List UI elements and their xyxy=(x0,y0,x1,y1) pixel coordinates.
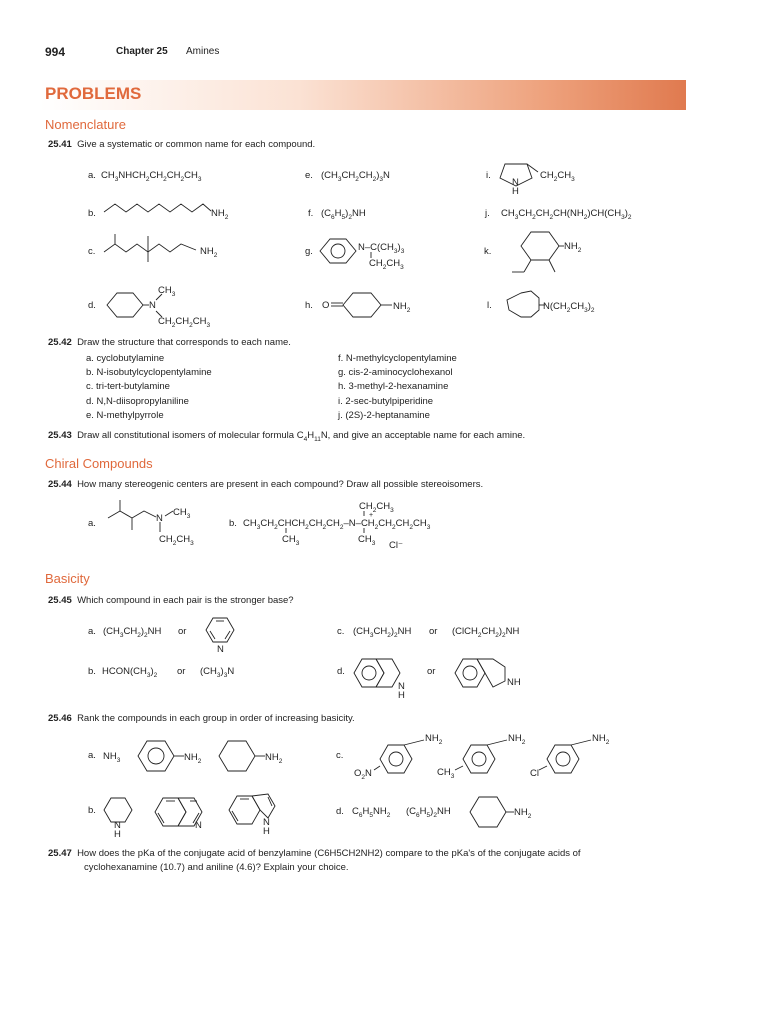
item-label-g: g. xyxy=(305,246,313,257)
list-item: b. N-isobutylcyclopentylamine xyxy=(86,367,212,379)
list-item: a. cyclobutylamine xyxy=(86,353,165,364)
formula-e: $(CH_3CH_2CH_2)_3N$ xyxy=(321,170,390,183)
group-g-n: $N-C(CH_3)_3$ xyxy=(358,242,405,255)
atom-d-n: N xyxy=(149,300,156,311)
problem-text-line1: How does the pKa of the conjugate acid of benzylamine (C6H5CH2NH2) compare to the pKa's of the conjugate acids of xyxy=(77,848,581,859)
charge-plus: + xyxy=(369,512,374,519)
group-o2n: $O_2N$ xyxy=(354,768,372,781)
benzene-d1 xyxy=(354,659,384,687)
atom-piperidine-n: N xyxy=(114,820,121,831)
group-b: $NH_2$ xyxy=(211,208,229,221)
cyclohexane-a xyxy=(219,741,255,771)
group-a-aniline-nh2: $NH_2$ xyxy=(184,752,202,765)
atom-piperidine-h: H xyxy=(114,829,121,840)
atom-h-o: O xyxy=(322,300,330,311)
group-c1-nh2: $NH_2$ xyxy=(425,733,443,746)
problem-text: Give a systematic or common name for each compound. xyxy=(77,139,316,150)
cyclohexane-k xyxy=(521,232,559,260)
problem-number: 25.42 xyxy=(48,337,72,348)
group-h-nh2: $NH_2$ xyxy=(393,301,411,314)
problem-number: 25.46 xyxy=(48,713,72,724)
problem-number: 25.43 xyxy=(48,430,72,441)
pyridine-a xyxy=(206,618,234,642)
item-label-c: c. xyxy=(88,246,96,257)
formula-b1: $HCON(CH_3)_2$ xyxy=(102,666,158,679)
formula-d2: $(C_6H_5)_2NH$ xyxy=(406,806,451,819)
problem-number: 25.47 xyxy=(48,848,72,859)
item-label-d: d. xyxy=(336,806,344,817)
section-chiral: Chiral Compounds xyxy=(45,456,153,471)
atom-d-n: N xyxy=(398,681,405,692)
atom-d-nh: NH xyxy=(507,677,521,688)
item-label-h: h. xyxy=(305,300,313,311)
group-cl: Cl xyxy=(530,768,539,779)
item-label-b: b. xyxy=(88,805,96,816)
formula-d1: $C_6H_5NH_2$ xyxy=(352,806,391,819)
cycloheptane-l xyxy=(507,291,539,317)
item-label-d: d. xyxy=(337,666,345,677)
piperidine-b xyxy=(104,798,132,822)
or-text: or xyxy=(427,666,436,677)
or-text: or xyxy=(178,626,187,637)
group-d-nh2: $NH_2$ xyxy=(514,807,532,820)
item-label-b: b. xyxy=(88,208,96,219)
list-item: c. tri-tert-butylamine xyxy=(86,381,170,393)
list-item: f. N-methylcyclopentylamine xyxy=(338,353,457,364)
item-label-a: a. xyxy=(88,170,96,181)
ring-d2 xyxy=(477,659,505,687)
item-label-f: f. xyxy=(308,208,314,219)
list-item: d. N,N-diisopropylaniline xyxy=(86,395,189,407)
item-label-i: i. xyxy=(486,170,491,181)
atom-quinoline-n: N xyxy=(195,820,202,831)
list-item: h. 3-methyl-2-hexanamine xyxy=(338,381,449,393)
zigzag-chain-b xyxy=(104,204,211,212)
problem-text-line2: cyclohexanamine (10.7) and aniline (4.6)? Explain your choice. xyxy=(84,862,349,873)
atom-indole-h: H xyxy=(263,826,270,837)
group-a-ch3: $CH_3$ xyxy=(173,507,191,520)
item-label-l: l. xyxy=(487,300,492,311)
atom-indole-n: N xyxy=(263,817,270,828)
item-label-a: a. xyxy=(88,626,96,637)
item-label-j: j. xyxy=(485,208,490,219)
formula-a: $CH_3NHCH_2CH_2CH_2CH_3$ xyxy=(101,170,202,183)
group-i: $CH_2CH_3$ xyxy=(540,170,575,183)
problem-text: Draw the structure that corresponds to each name. xyxy=(77,337,291,348)
problem-text: How many stereogenic centers are present in each compound? Draw all possible stereoisomers. xyxy=(77,479,484,490)
item-label-c: c. xyxy=(337,626,345,637)
group-g-ethyl: $CH_2CH_3$ xyxy=(369,258,404,271)
group-c: $NH_2$ xyxy=(200,246,218,259)
branched-chain-c xyxy=(104,244,196,252)
formula-c2: $(ClCH_2CH_2)_2NH$ xyxy=(452,626,520,639)
group-c3-nh2: $NH_2$ xyxy=(592,733,610,746)
item-label-k: k. xyxy=(484,246,492,257)
item-label-b: b. xyxy=(229,518,237,529)
atom-pyridine-n: N xyxy=(217,644,224,655)
list-item: e. N-methylpyrrole xyxy=(86,409,164,421)
group-a-cyclohexyl-nh2: $NH_2$ xyxy=(265,752,283,765)
problem-number: 25.41 xyxy=(48,139,72,150)
cyclohexane-d xyxy=(470,797,506,827)
formula-b2: $(CH_3)_3N$ xyxy=(200,666,235,679)
atom-d-h: H xyxy=(398,690,405,701)
quinoline-benz xyxy=(155,798,186,826)
item-label-a: a. xyxy=(88,518,96,529)
item-label-e: e. xyxy=(305,170,313,181)
group-d-ch3: $CH_3$ xyxy=(158,285,176,298)
item-label-c: c. xyxy=(336,750,344,761)
problem-text: Rank the compounds in each group in order of increasing basicity. xyxy=(77,713,355,724)
group-l: $N(CH_2CH_3)_2$ xyxy=(543,301,595,314)
group-c2-nh2: $NH_2$ xyxy=(508,733,526,746)
group-ch3: $CH_3$ xyxy=(437,767,455,780)
atom-i-n: N xyxy=(512,177,519,188)
benzene-c1 xyxy=(380,745,412,773)
benzene-aniline xyxy=(138,741,174,771)
quinoline-pyr xyxy=(178,798,202,826)
problem-number: 25.45 xyxy=(48,595,72,606)
item-label-a: a. xyxy=(88,750,96,761)
formula-nh3: $NH_3$ xyxy=(103,751,121,764)
problem-text: Which compound in each pair is the stronger base? xyxy=(77,595,294,606)
formula-f: $(C_6H_5)_2NH$ xyxy=(321,208,366,221)
formula-a1: $(CH_3CH_2)_2NH$ xyxy=(103,626,162,639)
item-label-b: b. xyxy=(88,666,96,677)
or-text: or xyxy=(429,626,438,637)
atom-a-n: N xyxy=(156,513,163,524)
formula-j: $CH_3CH_2CH_2CH(NH_2)CH(CH_3)_2$ xyxy=(501,208,632,221)
formula-c1: $(CH_3CH_2)_2NH$ xyxy=(353,626,412,639)
chapter-name: Amines xyxy=(186,46,220,57)
group-b-ethyl: $CH_2CH_3$ xyxy=(359,501,394,514)
group-b-ch3a: $CH_3$ xyxy=(282,534,300,547)
cyclohexane-d xyxy=(107,293,143,317)
section-basicity: Basicity xyxy=(45,571,90,586)
atom-i-h: H xyxy=(512,186,519,197)
benzene-d2 xyxy=(455,659,485,687)
ring-d1 xyxy=(376,659,400,687)
list-item: g. cis-2-aminocyclohexanol xyxy=(338,367,453,379)
problem-text: Draw all constitutional isomers of molecular formula $C_4H_{11}N$, and give an acceptable name for each amine. xyxy=(77,430,526,443)
problem-number: 25.44 xyxy=(48,479,72,490)
benzene-g xyxy=(320,239,356,263)
formula-b-chain: $CH_3CH_2CHCH_2CH_2CH_2-N-CH_2CH_2CH_2CH_3$ xyxy=(243,518,431,531)
section-nomenclature: Nomenclature xyxy=(45,117,126,132)
page-title: PROBLEMS xyxy=(45,84,142,103)
chloride-ion: Cl⁻ xyxy=(389,540,403,551)
benzene-c3 xyxy=(547,745,579,773)
group-k: $NH_2$ xyxy=(564,241,582,254)
branched-amine-a xyxy=(108,511,156,518)
indole-benz xyxy=(229,796,260,824)
cyclohexane-h xyxy=(343,293,381,317)
group-a-ethyl: $CH_2CH_3$ xyxy=(159,534,194,547)
item-label-d: d. xyxy=(88,300,96,311)
group-b-ch3b: $CH_3$ xyxy=(358,534,376,547)
pyrrolidine-i xyxy=(500,164,532,186)
benzene-c2 xyxy=(463,745,495,773)
or-text: or xyxy=(177,666,186,677)
list-item: j. (2S)-2-heptanamine xyxy=(338,409,430,421)
chapter-label: Chapter 25 xyxy=(116,46,168,57)
page-number: 994 xyxy=(45,45,66,59)
list-item: i. 2-sec-butylpiperidine xyxy=(338,395,434,407)
group-d-chain: $CH_2CH_2CH_3$ xyxy=(158,316,211,329)
